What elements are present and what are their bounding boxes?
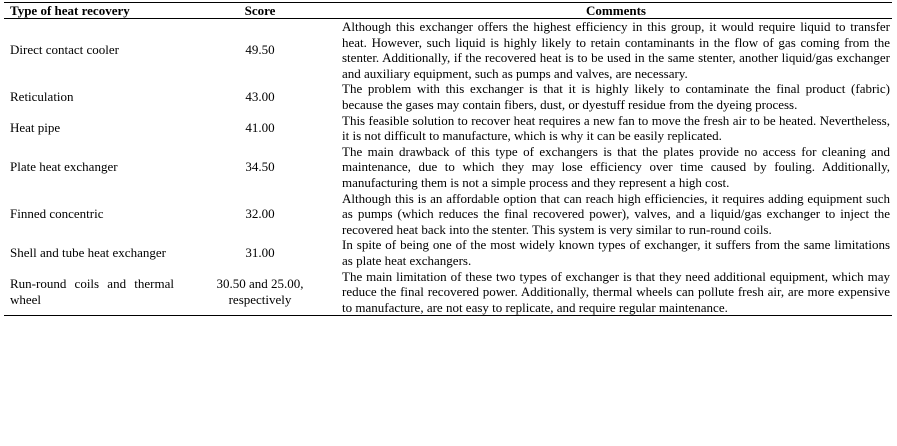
header-row xyxy=(4,3,892,19)
row-comment: Although this exchanger offers the highest efficiency in this group, it would require liquid to transfer heat. However, such liquid is highly likely to retain contaminants in the flow of gas coming from the stenter. Additionally, if the recovered heat is to be used in the same stenter, another liquid/gas exchanger and auxiliary equipment, such as pumps and valves, are necessary. xyxy=(342,19,890,81)
row-comment: Although this is an affordable option that can reach high efficiencies, it requires adding equipment such as pumps (which reduces the final recovered power), valves, and a liquid/gas exchanger to inject the recovered heat back into the stenter. This system is very similar to run-round coils. xyxy=(342,190,890,237)
header-comments: Comments xyxy=(340,3,892,19)
row-score: 34.50 xyxy=(245,159,275,175)
row-score: 49.50 xyxy=(245,42,275,58)
row-type: Finned concentric xyxy=(10,206,104,222)
row-comment: The main limitation of these two types of exchanger is that they need additional equipment, which may reduce the final recovered power. Additionally, thermal wheels can pollute fresh air, are more expensive to manufacture, are not easy to replicate, and require regular maintenance. xyxy=(342,268,890,315)
table-row xyxy=(4,269,892,316)
row-score: 41.00 xyxy=(245,120,275,136)
table-row xyxy=(4,237,892,268)
table-row xyxy=(4,19,892,82)
row-comment: The problem with this exchanger is that it is highly likely to contaminate the final product (fabric) because the gases may contain fibers, dust, or dyestuff residue from the dyeing process. xyxy=(342,81,890,112)
table-row xyxy=(4,191,892,238)
row-score: 43.00 xyxy=(245,89,275,105)
row-type: Shell and tube heat exchanger xyxy=(10,245,166,261)
table-row xyxy=(4,144,892,191)
row-type: Run-round coils and thermal wheel xyxy=(4,269,180,316)
table-body xyxy=(4,19,892,316)
table-header xyxy=(4,3,892,19)
row-comment: In spite of being one of the most widely known types of exchanger, it suffers from the same limitations as plate heat exchangers. xyxy=(342,237,890,268)
row-score: 32.00 xyxy=(245,206,275,222)
row-type: Plate heat exchanger xyxy=(10,159,118,175)
table-row xyxy=(4,113,892,144)
header-type: Type of heat recovery xyxy=(4,3,180,19)
heat-recovery-table xyxy=(4,2,892,316)
row-type: Direct contact cooler xyxy=(10,42,119,58)
row-score: 30.50 and 25.00, respectively xyxy=(180,269,340,316)
row-comment: This feasible solution to recover heat requires a new fan to move the fresh air to be heated. Nevertheless, it is not difficult to manufacture, which is why it can be easily replicated. xyxy=(342,112,890,144)
row-score: 31.00 xyxy=(245,245,275,261)
row-comment: The main drawback of this type of exchangers is that the plates provide no access for cleaning and maintenance, due to which they may lose efficiency over time caused by fouling. Additionally, manufacturing them is not a simple process and they represent a high cost. xyxy=(342,143,890,190)
table-row xyxy=(4,81,892,112)
header-score: Score xyxy=(180,3,340,19)
row-type: Reticulation xyxy=(10,89,74,105)
row-type: Heat pipe xyxy=(10,120,61,136)
